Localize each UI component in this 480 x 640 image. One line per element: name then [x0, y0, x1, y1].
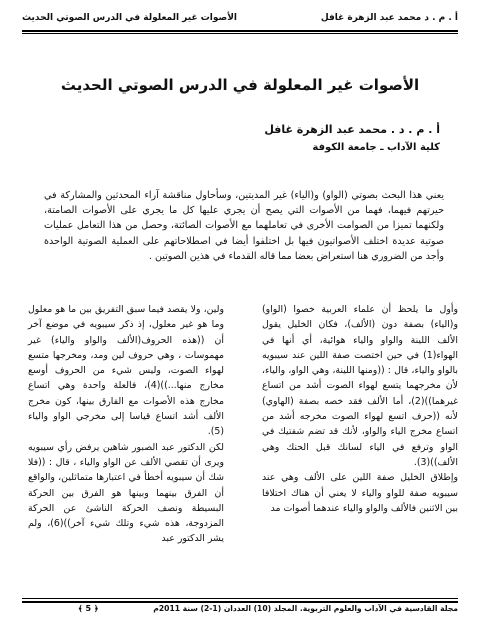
running-header: [22, 10, 458, 26]
page-number: ﴿ 5 ﴾: [78, 604, 99, 613]
abstract: [44, 188, 444, 264]
body-column-right: [262, 302, 458, 516]
paragraph: وإطلاق الخليل صفة اللين على الألف وهي عند سيبويه صفة للواو والياء لا يعني أن هناك اختلافا بين الاثنين فالألف والواو والياء عندهما أصوات مد: [262, 472, 458, 514]
author-affiliation: كلية الآداب ـ جامعة الكوفة: [312, 142, 440, 153]
journal-citation: مجلة القادسية في الآداب والعلوم التربوية. المجلد (10) العددان (1-2) سنة 2011م: [153, 604, 458, 613]
paragraph: ولين، ولا يقصد فيما سبق التفريق بين ما هو معلول وما هو غير معلول، إذ ذكر سيبويه في موضع آخر أن ((هذه الحروف(الألف والواو والياء) غير مهموسات ، وهي حروف لين ومد، ومخرجها متسع لهواء الصوت، وليس شيء من الحروف أوسع مخارج منها...))(4)، فالعلة واحدة وهي اتساع مخارج هذه الأصوات مع الفارق بينها، كون مخرج الألف أشد اتساع قياسا إلى مخرجي الواو والياء (5).: [28, 304, 224, 438]
header-running-title: الأصوات غير المعلولة في الدرس الصوتي الحديث: [22, 13, 237, 23]
article-author: أ . م . د . محمد عبد الزهرة غافل: [264, 123, 440, 136]
abstract-paragraph: يعني هذا البحث بصوتي (الواو) و(الياء) غير المديتين، وسأحاول مناقشة آراء المحدثين والمشاركة في حيرتهم فيهما، فهما من الأصوات التي يصح أن يجري عليها كل ما يجري على الأصوات الصامتة، ولكنهما تميزا من الصوامت الأخرى في تعاملهما مع الأصوات الصائتة، وحصل من هذا التعامل عمليات صوتية عديدة اختلف الأصواتيون فيها بل اختلفوا أيضا في اصطلاحاتهم على العملية الصوتية الواحدة وأجد من الضروري هنا استعراض بعضا مما قاله القدماء في هذين الصوتين .: [44, 190, 444, 262]
article-title: الأصوات غير المعلولة في الدرس الصوتي الحديث: [60, 76, 420, 94]
paragraph: لكن الدكتور عبد الصبور شاهين يرفض رأي سيبويه ويرى أن تقصي الألف عن الواو والياء ، قال : ((فلا شك أن سيبويه أخطأ في اعتبارها متماثلين، والواقع أن الفرق بينهما وبينها هو الفرق بين الحركة البسيطة ونصف الحركة الناشئ عن الحركة المزدوجة، هذه شيء وتلك شيء آخر))(6)، ولم يشر الدكتور عبد: [28, 441, 224, 545]
header-rule-thin: [22, 33, 458, 34]
header-rule: [22, 30, 458, 32]
footer-rule-thin: [22, 598, 458, 599]
body-column-left: [28, 302, 224, 547]
paragraph: وأول ما يلحظ أن علماء العربية خصوا (الواو) و(الياء) بصفة دون (الألف)، فكان الخليل يقول الألف اللينة والواو والياء هوائية، أي أنها في الهواء(1) في حين اختصت صفة اللين عند سيبويه بالواو والياء، قال : ((ومنها اللينة، وهي الواو، والياء، لأن مخرجهما يتسع لهواء الصوت أشد من اتساع غيرهما))(2)، أما الألف فقد خصه بصفة (الهاوي) لأنه ((حرف اتسع لهواء الصوت مخرجه أشد من اتساع مخرج الياء والواو، لأنك قد تضم شفتيك في الواو وترفع في الياء لسانك قبل الحنك وهي الألف))(3).: [262, 304, 458, 468]
header-author: أ . م . د محمد عبد الزهرة غافل: [320, 13, 458, 23]
footer-rule: [22, 601, 458, 603]
